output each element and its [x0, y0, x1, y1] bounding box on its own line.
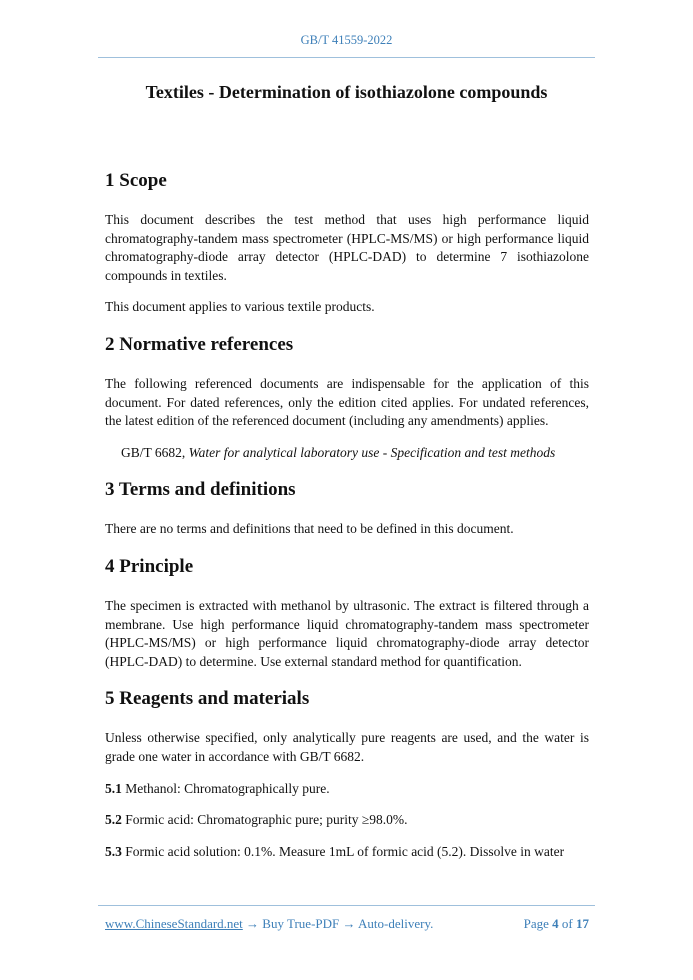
footer-rule	[98, 905, 595, 906]
reagent-item	[105, 780, 589, 799]
page-of-label: of	[558, 916, 576, 931]
normative-paragraph: The following referenced documents are indispensable for the application of this document. For dated references, only the edition cited applies. For undated references, the latest edition of the referenced document (including any amendments) applies.	[105, 375, 589, 429]
reagents-paragraph: Unless otherwise specified, only analytically pure reagents are used, and the water is grade one water in accordance with GB/T 6682.	[105, 730, 589, 764]
reference-code: GB/T 6682,	[121, 444, 189, 460]
page-indicator	[524, 916, 589, 932]
section-heading-terms: 3 Terms and definitions	[105, 479, 296, 501]
principle-paragraph: The specimen is extracted with methanol by ultrasonic. The extract is filtered through a membrane. Use high performance liquid chromatography-tandem mass spectrometer (HPLC-MS/MS) or high performance liquid chromatography-diode array detector (HPLC-DAD) to determine. Use external standard method for quantification.	[105, 597, 589, 669]
section-heading-principle: 4 Principle	[105, 555, 194, 577]
normative-reference-item	[105, 444, 589, 463]
running-header: GB/T 41559-2022	[300, 33, 393, 47]
page-label: Page	[523, 916, 553, 931]
reagent-item-number: 5.1	[105, 780, 122, 796]
reagent-item-text: Formic acid: Chromatographic pure; purity ≥98.0%.	[121, 812, 408, 828]
reagent-item-number: 5.2	[105, 812, 122, 828]
scope-applicability: This document applies to various textile products.	[105, 299, 375, 315]
reference-title: Water for analytical laboratory use - Specification and test methods	[188, 444, 556, 460]
header-rule	[98, 57, 595, 58]
terms-paragraph: There are no terms and definitions that need to be defined in this document.	[105, 521, 514, 537]
footer-promo	[105, 916, 433, 932]
reagent-item	[105, 843, 589, 862]
section-heading-reagents: 5 Reagents and materials	[105, 688, 310, 710]
document-title: Textiles - Determination of isothiazolone compounds	[145, 82, 548, 102]
reagent-item-number: 5.3	[105, 843, 122, 859]
page-footer	[105, 916, 589, 932]
section-heading-normative: 2 Normative references	[105, 333, 294, 355]
scope-paragraph: This document describes the test method that uses high performance liquid chromatography-tandem mass spectrometer (HPLC-MS/MS) or high performance liquid chromatography-diode array detector (HPLC-DAD) to determine 7 isothiazolone compounds in textiles.	[105, 212, 589, 283]
footer-promo-text: → Buy True-PDF → Auto-delivery.	[242, 916, 434, 931]
reagent-item-text: Formic acid solution: 0.1%. Measure 1mL of formic acid (5.2). Dissolve in water	[121, 843, 565, 859]
reagent-item	[105, 811, 589, 830]
document-body	[105, 169, 589, 861]
section-heading-scope: 1 Scope	[105, 170, 167, 191]
chinesestandard-link[interactable]: www.ChineseStandard.net	[105, 916, 243, 931]
page-current: 4	[552, 916, 559, 931]
page-total: 17	[576, 916, 589, 931]
reagent-item-text: Methanol: Chromatographically pure.	[121, 780, 330, 796]
